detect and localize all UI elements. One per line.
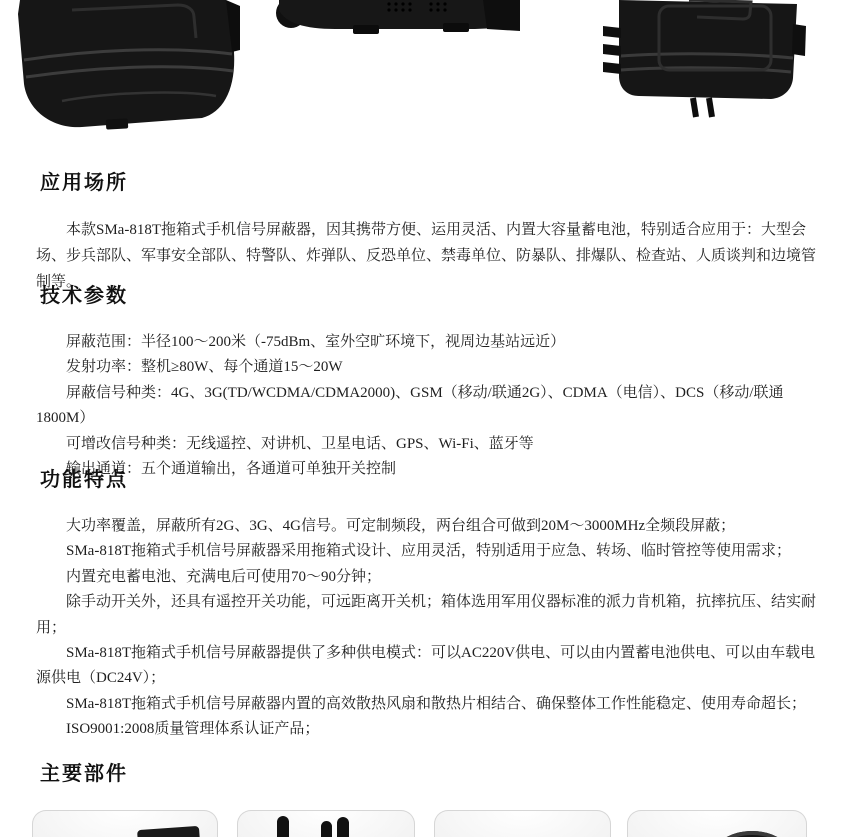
feature-power-modes: SMa-818T拖箱式手机信号屏蔽器提供了多种供电模式：可以AC220V供电、可以由内置蓄电池供电、可以由车载电源供电（DC24V）； — [36, 645, 816, 687]
section-main-components — [36, 761, 818, 808]
spec-shield-range: 屏蔽范围：半径100～200米（-75dBm、室外空旷环境下，视周边基站远近） — [66, 334, 566, 350]
spec-signal-types: 屏蔽信号种类：4G、3G(TD/WCDMA/CDMA2000)、GSM（移动/联通2G）、CDMA（电信）、DCS（移动/联通1800M） — [36, 384, 784, 427]
component-tile-device — [32, 810, 218, 837]
component-tile-antennas — [237, 810, 415, 837]
feature-battery: 内置充电蓄电池、充满电后可使用70～90分钟； — [66, 568, 382, 585]
feature-cooling: SMa-818T拖箱式手机信号屏蔽器内置的高效散热风扇和散热片相结合、确保整体工作性能稳定、使用寿命超长； — [66, 695, 806, 712]
antenna-photo-fragment — [337, 817, 349, 837]
antenna-photo-fragment — [277, 816, 289, 837]
spec-optional-signals: 可增改信号种类：无线遥控、对讲机、卫星电话、GPS、Wi-Fi、蓝牙等 — [66, 435, 534, 452]
section-application — [36, 170, 818, 295]
section-title-features: 功能特点 — [40, 469, 128, 491]
device-photo-fragment — [137, 826, 201, 837]
pelican-case-side-wheels-photo — [275, 0, 520, 42]
section-title-specs: 技术参数 — [40, 285, 128, 307]
antenna-photo-fragment — [321, 821, 332, 837]
pelican-case-front-photo — [10, 0, 240, 132]
wheel-photo-fragment — [713, 831, 791, 837]
feature-remote-control: 除手动开关外，还具有遥控开关功能，可远距离开关机；箱体选用军用仪器标准的派力肯机箱，抗摔抗压、结实耐用； — [36, 594, 817, 636]
spec-output-power: 发射功率：整机≥80W、每个通道15～20W — [66, 359, 343, 376]
spec-output-channels: 输出通道：五个通道输出，各通道可单独开关控制 — [66, 461, 397, 478]
feature-iso-cert: ISO9001:2008质量管理体系认证产品； — [66, 721, 320, 738]
product-photos-strip — [0, 0, 850, 150]
pelican-case-back-photo — [601, 0, 806, 118]
application-paragraph: 本款SMa-818T拖箱式手机信号屏蔽器，因其携带方便、运用灵活、内置大容量蓄电池，特别适合应用于：大型会场、步兵部队、军事安全部队、特警队、炸弹队、反恐单位、禁毒单位、防暴队、排爆队、检查站、人质谈判和边境管制等。 — [36, 222, 817, 290]
component-tile-blank — [434, 810, 611, 837]
component-tile-wheel — [627, 810, 807, 837]
section-title-application: 应用场所 — [40, 172, 128, 194]
section-title-main-components: 主要部件 — [40, 763, 128, 785]
feature-coverage: 大功率覆盖，屏蔽所有2G、3G、4G信号。可定制频段，两台组合可做到20M～3000MHz全频段屏蔽； — [66, 518, 736, 534]
section-features — [36, 467, 818, 743]
feature-trolley-design: SMa-818T拖箱式手机信号屏蔽器采用拖箱式设计、应用灵活，特别适用于应急、转场、临时管控等使用需求； — [66, 543, 791, 560]
component-photo-tiles — [32, 810, 818, 837]
section-specs — [36, 283, 818, 482]
